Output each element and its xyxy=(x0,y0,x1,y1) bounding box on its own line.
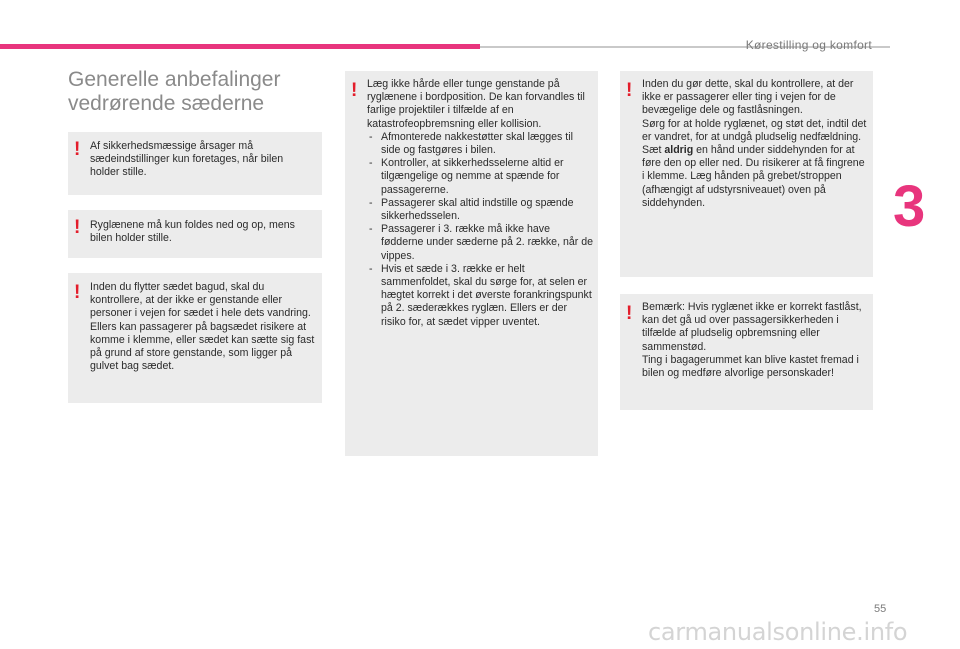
warning-text: Læg ikke hårde eller tunge genstande på ryglænene i bordposition. De kan forvandles til farlige projektiler i tilfælde af en katastrofeopbremsning eller kollision. xyxy=(367,78,585,130)
list-item: - Afmonterede nakkestøtter skal lægges til side og fastgøres i bilen. xyxy=(367,131,594,157)
watermark: carmanualsonline.info xyxy=(648,618,908,646)
list-item: - Kontroller, at sikkerhedsselerne altid er tilgængelige og nemme at spænde for passagererne. xyxy=(367,157,594,197)
warning-text xyxy=(642,78,869,210)
warning-text: Af sikkerhedsmæssige årsager må sædeindstillinger kun foretages, når bilen holder stille. xyxy=(90,140,284,179)
page-title: Generelle anbefalinger vedrørende sæderne xyxy=(68,68,281,115)
warning-box-5 xyxy=(620,71,873,277)
text-part: Inden du gør dette, skal du kontrollere, at der ikke er passagerer eller ting i vejen for de bevægelige dele og fastlåsningen. Sørg for at holde ryglænet, og støt det, indtil det er vandret, for at undgå pludselig nedfældning. Sæt xyxy=(642,78,867,157)
list-item: - Passagerer i 3. række må ikke have fødderne under sæderne på 2. række, når de vippes. xyxy=(367,223,594,263)
warning-box-2 xyxy=(68,210,322,258)
list-item: - Passagerer skal altid indstille og spænde sikkerhedsselen. xyxy=(367,197,594,223)
warning-icon: ! xyxy=(74,282,81,303)
warning-box-3 xyxy=(68,273,322,403)
warning-text: Ryglænene må kun foldes ned og op, mens bilen holder stille. xyxy=(90,219,295,245)
section-title: Kørestilling og komfort xyxy=(745,38,872,52)
warning-text: Bemærk: Hvis ryglænet ikke er korrekt fastlåst, kan det gå ud over passagersikkerheden i tilfælde af pludselig opbremsning eller sammenstød. Ting i bagagerummet kan blive kastet fremad i bilen og medføre alvorlige personskader! xyxy=(642,301,862,380)
text-part: en hånd under siddehynden for at føre den op eller ned. Du risikerer at få fingrene i klemme. Læg hånden på grebet/stroppen (afhængigt af udstyrsniveauet) oven på siddehynden. xyxy=(642,144,865,209)
emphasis-text: aldrig xyxy=(664,144,694,157)
warning-icon: ! xyxy=(351,80,358,101)
warning-text: Inden du flytter sædet bagud, skal du kontrollere, at der ikke er genstande eller personer i vejen for sædet i hele dets vandring. Ellers kan passagerer på bagsædet risikere at komme i klemme, eller sædet kan sætte sig fast på grund af store genstande, som ligger på gulvet bag sædet. xyxy=(90,281,315,373)
warning-icon: ! xyxy=(74,139,81,160)
warning-icon: ! xyxy=(74,217,81,238)
warning-icon: ! xyxy=(626,303,633,324)
list-item: - Hvis et sæde i 3. række er helt sammenfoldet, skal du sørge for, at selen er hægtet korrekt i det øverste forankringspunkt på 2. sæderækkes ryglæn. Ellers er der risiko for, at sædet vipper uventet. xyxy=(367,263,594,329)
warning-box-4 xyxy=(345,71,598,456)
warning-icon: ! xyxy=(626,80,633,101)
warning-box-1 xyxy=(68,132,322,195)
precaution-list xyxy=(367,131,594,329)
warning-box-6 xyxy=(620,294,873,410)
page-number: 55 xyxy=(874,603,887,615)
chapter-number: 3 xyxy=(893,174,926,239)
header-accent-bar xyxy=(0,44,480,49)
